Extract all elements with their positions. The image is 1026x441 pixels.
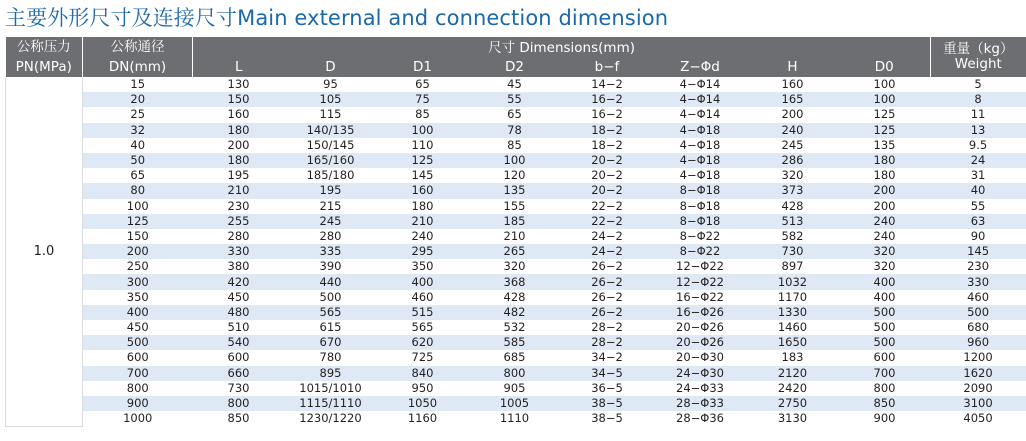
- table-cell: 960: [931, 335, 1026, 350]
- table-cell: 180: [193, 153, 285, 168]
- table-cell: 900: [83, 396, 193, 411]
- table-cell: 18−2: [561, 123, 654, 138]
- table-cell: 840: [377, 366, 469, 381]
- table-cell: 500: [285, 290, 377, 305]
- table-cell: 565: [285, 305, 377, 320]
- table-cell: 14−2: [561, 77, 654, 92]
- table-cell: 428: [747, 199, 839, 214]
- table-cell: 2750: [747, 396, 839, 411]
- table-cell: 20−Φ26: [654, 335, 747, 350]
- table-row: [6, 153, 1026, 168]
- table-cell: 8−Φ18: [654, 183, 747, 198]
- table-cell: 24−Φ30: [654, 366, 747, 381]
- table-cell: 11: [931, 107, 1026, 122]
- table-cell: 200: [839, 199, 931, 214]
- table-cell: 800: [469, 366, 561, 381]
- table-cell: 24−2: [561, 244, 654, 259]
- table-cell: 565: [377, 320, 469, 335]
- table-cell: 440: [285, 274, 377, 289]
- table-cell: 180: [839, 168, 931, 183]
- table-cell: 730: [747, 244, 839, 259]
- table-cell: 230: [931, 259, 1026, 274]
- table-cell: 330: [931, 274, 1026, 289]
- table-cell: 5: [931, 77, 1026, 92]
- table-cell: 400: [83, 305, 193, 320]
- table-cell: 215: [285, 199, 377, 214]
- table-cell: 390: [285, 259, 377, 274]
- table-cell: 38−5: [561, 396, 654, 411]
- table-cell: 200: [193, 138, 285, 153]
- table-cell: 780: [285, 350, 377, 365]
- table-cell: 660: [193, 366, 285, 381]
- table-cell: 1200: [931, 350, 1026, 365]
- col-header-h: H: [747, 59, 839, 77]
- table-cell: 245: [285, 214, 377, 229]
- table-cell: 1330: [747, 305, 839, 320]
- table-cell: 45: [469, 77, 561, 92]
- table-cell: 210: [377, 214, 469, 229]
- table-cell: 20: [83, 92, 193, 107]
- table-row: [6, 168, 1026, 183]
- pn-header: [6, 37, 83, 77]
- table-cell: 63: [931, 214, 1026, 229]
- table-cell: 1015/1010: [285, 381, 377, 396]
- table-cell: 150: [83, 229, 193, 244]
- table-cell: 500: [83, 335, 193, 350]
- table-cell: 4−Φ18: [654, 123, 747, 138]
- table-cell: 200: [839, 183, 931, 198]
- table-cell: 240: [747, 123, 839, 138]
- table-cell: 700: [839, 366, 931, 381]
- table-cell: 3130: [747, 411, 839, 426]
- table-cell: 16−Φ22: [654, 290, 747, 305]
- table-cell: 15: [83, 77, 193, 92]
- pn-header-en: PN(MPa): [15, 59, 72, 75]
- table-cell: 20−2: [561, 183, 654, 198]
- table-cell: 183: [747, 350, 839, 365]
- table-cell: 78: [469, 123, 561, 138]
- table-cell: 230: [193, 199, 285, 214]
- table-cell: 513: [747, 214, 839, 229]
- table-cell: 615: [285, 320, 377, 335]
- table-cell: 100: [469, 153, 561, 168]
- table-cell: 95: [285, 77, 377, 92]
- table-cell: 1032: [747, 274, 839, 289]
- table-cell: 65: [377, 77, 469, 92]
- table-cell: 8−Φ22: [654, 244, 747, 259]
- table-cell: 510: [193, 320, 285, 335]
- table-cell: 8−Φ18: [654, 199, 747, 214]
- table-cell: 1620: [931, 366, 1026, 381]
- table-cell: 500: [931, 305, 1026, 320]
- table-cell: 75: [377, 92, 469, 107]
- table-cell: 8−Φ18: [654, 214, 747, 229]
- table-cell: 125: [839, 123, 931, 138]
- table-cell: 120: [469, 168, 561, 183]
- table-cell: 100: [839, 77, 931, 92]
- table-cell: 400: [377, 274, 469, 289]
- table-cell: 130: [193, 77, 285, 92]
- table-cell: 460: [931, 290, 1026, 305]
- table-cell: 1230/1220: [285, 411, 377, 426]
- dn-header-cn: 公称通径: [110, 39, 165, 55]
- table-cell: 8: [931, 92, 1026, 107]
- table-cell: 20−2: [561, 168, 654, 183]
- table-cell: 36−5: [561, 381, 654, 396]
- table-cell: 31: [931, 168, 1026, 183]
- table-row: [6, 92, 1026, 107]
- table-cell: 420: [193, 274, 285, 289]
- table-cell: 34−2: [561, 350, 654, 365]
- table-cell: 55: [931, 199, 1026, 214]
- table-cell: 800: [193, 396, 285, 411]
- table-cell: 180: [193, 123, 285, 138]
- table-cell: 1650: [747, 335, 839, 350]
- table-cell: 1110: [469, 411, 561, 426]
- table-cell: 500: [839, 305, 931, 320]
- table-cell: 1460: [747, 320, 839, 335]
- table-cell: 100: [83, 199, 193, 214]
- table-cell: 40: [83, 138, 193, 153]
- col-header-l: L: [193, 59, 285, 77]
- pn-header-cn: 公称压力: [16, 39, 71, 55]
- table-row: [6, 138, 1026, 153]
- table-cell: 90: [931, 229, 1026, 244]
- table-row: [6, 244, 1026, 259]
- table-cell: 1000: [83, 411, 193, 426]
- table-cell: 85: [377, 107, 469, 122]
- table-cell: 320: [839, 259, 931, 274]
- table-cell: 20−Φ26: [654, 320, 747, 335]
- table-cell: 32: [83, 123, 193, 138]
- table-cell: 4−Φ14: [654, 77, 747, 92]
- table-cell: 80: [83, 183, 193, 198]
- dn-header: [83, 37, 193, 77]
- table-cell: 585: [469, 335, 561, 350]
- table-cell: 240: [839, 229, 931, 244]
- table-cell: 26−2: [561, 274, 654, 289]
- table-cell: 135: [839, 138, 931, 153]
- table-cell: 16−2: [561, 107, 654, 122]
- table-row: [6, 335, 1026, 350]
- table-cell: 2420: [747, 381, 839, 396]
- table-cell: 450: [193, 290, 285, 305]
- dimension-table: [5, 37, 1026, 427]
- table-cell: 24−Φ33: [654, 381, 747, 396]
- table-cell: 428: [469, 290, 561, 305]
- table-cell: 150: [193, 92, 285, 107]
- table-cell: 730: [193, 381, 285, 396]
- table-cell: 685: [469, 350, 561, 365]
- table-cell: 1115/1110: [285, 396, 377, 411]
- table-cell: 330: [193, 244, 285, 259]
- table-row: [6, 274, 1026, 289]
- table-cell: 897: [747, 259, 839, 274]
- table-cell: 125: [377, 153, 469, 168]
- table-cell: 18−2: [561, 138, 654, 153]
- table-cell: 600: [839, 350, 931, 365]
- table-cell: 85: [469, 138, 561, 153]
- table-row: [6, 320, 1026, 335]
- table-cell: 380: [193, 259, 285, 274]
- table-cell: 26−2: [561, 305, 654, 320]
- dimensions-header: 尺寸 Dimensions(mm): [193, 37, 931, 59]
- table-row: [6, 199, 1026, 214]
- table-row: [6, 381, 1026, 396]
- table-cell: 28−Φ36: [654, 411, 747, 426]
- table-cell: 24: [931, 153, 1026, 168]
- table-cell: 195: [193, 168, 285, 183]
- table-cell: 50: [83, 153, 193, 168]
- table-cell: 4050: [931, 411, 1026, 426]
- table-cell: 22−2: [561, 214, 654, 229]
- col-header-zd: Z−Φd: [654, 59, 747, 77]
- table-cell: 200: [83, 244, 193, 259]
- table-cell: 620: [377, 335, 469, 350]
- table-cell: 28−Φ33: [654, 396, 747, 411]
- table-cell: 280: [285, 229, 377, 244]
- table-row: [6, 305, 1026, 320]
- table-cell: 1160: [377, 411, 469, 426]
- table-cell: 135: [469, 183, 561, 198]
- table-cell: 26−2: [561, 259, 654, 274]
- table-header: [6, 37, 1026, 77]
- table-cell: 160: [747, 77, 839, 92]
- table-cell: 12−Φ22: [654, 274, 747, 289]
- table-cell: 850: [193, 411, 285, 426]
- table-cell: 4−Φ14: [654, 92, 747, 107]
- table-cell: 295: [377, 244, 469, 259]
- table-cell: 335: [285, 244, 377, 259]
- table-cell: 24−2: [561, 229, 654, 244]
- table-cell: 460: [377, 290, 469, 305]
- table-row: [6, 107, 1026, 122]
- col-header-bf: b−f: [561, 59, 654, 77]
- table-cell: 150/145: [285, 138, 377, 153]
- table-cell: 600: [83, 350, 193, 365]
- table-cell: 145: [377, 168, 469, 183]
- table-cell: 210: [469, 229, 561, 244]
- table-cell: 2090: [931, 381, 1026, 396]
- table-cell: 450: [83, 320, 193, 335]
- table-cell: 400: [839, 290, 931, 305]
- table-cell: 800: [83, 381, 193, 396]
- table-cell: 4−Φ18: [654, 153, 747, 168]
- table-cell: 20−2: [561, 153, 654, 168]
- table-cell: 286: [747, 153, 839, 168]
- table-cell: 165/160: [285, 153, 377, 168]
- col-header-d2: D2: [469, 59, 561, 77]
- table-cell: 55: [469, 92, 561, 107]
- table-row: [6, 183, 1026, 198]
- col-header-d: D: [285, 59, 377, 77]
- table-cell: 38−5: [561, 411, 654, 426]
- table-cell: 210: [193, 183, 285, 198]
- table-cell: 195: [285, 183, 377, 198]
- table-cell: 350: [83, 290, 193, 305]
- table-cell: 680: [931, 320, 1026, 335]
- table-cell: 320: [747, 168, 839, 183]
- table-row: [6, 123, 1026, 138]
- table-cell: 200: [747, 107, 839, 122]
- table-cell: 240: [377, 229, 469, 244]
- table-cell: 532: [469, 320, 561, 335]
- table-row: [6, 366, 1026, 381]
- table-cell: 185/180: [285, 168, 377, 183]
- table-cell: 4−Φ18: [654, 168, 747, 183]
- table-cell: 8−Φ22: [654, 229, 747, 244]
- table-cell: 26−2: [561, 290, 654, 305]
- table-cell: 950: [377, 381, 469, 396]
- table-cell: 368: [469, 274, 561, 289]
- table-cell: 12−Φ22: [654, 259, 747, 274]
- table-cell: 165: [747, 92, 839, 107]
- table-cell: 100: [839, 92, 931, 107]
- table-row: [6, 77, 1026, 92]
- table-cell: 400: [839, 274, 931, 289]
- table-cell: 125: [83, 214, 193, 229]
- table-cell: 500: [839, 320, 931, 335]
- table-cell: 320: [469, 259, 561, 274]
- table-row: [6, 214, 1026, 229]
- table-cell: 185: [469, 214, 561, 229]
- table-cell: 255: [193, 214, 285, 229]
- table-cell: 180: [377, 199, 469, 214]
- col-header-d0: D0: [839, 59, 931, 77]
- col-header-d1: D1: [377, 59, 469, 77]
- table-cell: 28−2: [561, 320, 654, 335]
- table-cell: 280: [193, 229, 285, 244]
- table-cell: 240: [839, 214, 931, 229]
- table-cell: 373: [747, 183, 839, 198]
- weight-header-cn: 重量（kg）: [943, 41, 1014, 57]
- table-cell: 700: [83, 366, 193, 381]
- table-cell: 482: [469, 305, 561, 320]
- table-row: [6, 229, 1026, 244]
- table-row: [6, 290, 1026, 305]
- table-cell: 13: [931, 123, 1026, 138]
- table-cell: 245: [747, 138, 839, 153]
- table-cell: 850: [839, 396, 931, 411]
- table-cell: 160: [193, 107, 285, 122]
- table-cell: 905: [469, 381, 561, 396]
- table-cell: 22−2: [561, 199, 654, 214]
- table-cell: 800: [839, 381, 931, 396]
- table-cell: 155: [469, 199, 561, 214]
- table-cell: 110: [377, 138, 469, 153]
- table-cell: 65: [469, 107, 561, 122]
- table-cell: 670: [285, 335, 377, 350]
- table-cell: 2120: [747, 366, 839, 381]
- table-cell: 500: [839, 335, 931, 350]
- table-cell: 895: [285, 366, 377, 381]
- table-cell: 25: [83, 107, 193, 122]
- table-cell: 20−Φ30: [654, 350, 747, 365]
- table-cell: 900: [839, 411, 931, 426]
- table-cell: 1170: [747, 290, 839, 305]
- table-cell: 4−Φ14: [654, 107, 747, 122]
- table-cell: 125: [839, 107, 931, 122]
- table-cell: 28−2: [561, 335, 654, 350]
- table-cell: 16−2: [561, 92, 654, 107]
- table-cell: 145: [931, 244, 1026, 259]
- table-cell: 320: [839, 244, 931, 259]
- table-cell: 1050: [377, 396, 469, 411]
- table-cell: 16−Φ26: [654, 305, 747, 320]
- table-cell: 265: [469, 244, 561, 259]
- table-cell: 100: [377, 123, 469, 138]
- table-cell: 515: [377, 305, 469, 320]
- table-row: [6, 259, 1026, 274]
- table-cell: 600: [193, 350, 285, 365]
- table-cell: 540: [193, 335, 285, 350]
- table-cell: 480: [193, 305, 285, 320]
- table-row: [6, 396, 1026, 411]
- table-cell: 180: [839, 153, 931, 168]
- table-cell: 582: [747, 229, 839, 244]
- table-cell: 350: [377, 259, 469, 274]
- table-cell: 725: [377, 350, 469, 365]
- table-cell: 34−5: [561, 366, 654, 381]
- table-cell: 65: [83, 168, 193, 183]
- table-cell: 4−Φ18: [654, 138, 747, 153]
- table-cell: 40: [931, 183, 1026, 198]
- table-row: [6, 350, 1026, 365]
- weight-header: [931, 37, 1026, 77]
- table-cell: 300: [83, 274, 193, 289]
- table-cell: 1005: [469, 396, 561, 411]
- table-cell: 250: [83, 259, 193, 274]
- table-cell: 3100: [931, 396, 1026, 411]
- table-cell: 9.5: [931, 138, 1026, 153]
- table-body: [6, 77, 1026, 426]
- table-cell: 115: [285, 107, 377, 122]
- table-cell: 140/135: [285, 123, 377, 138]
- weight-header-en: Weight: [954, 56, 1002, 72]
- pn-value-cell: 1.0: [6, 77, 83, 426]
- table-cell: 160: [377, 183, 469, 198]
- dn-header-en: DN(mm): [108, 59, 167, 75]
- page-title: 主要外形尺寸及连接尺寸Main external and connection dimension: [5, 6, 669, 30]
- table-row: [6, 411, 1026, 426]
- table-cell: 105: [285, 92, 377, 107]
